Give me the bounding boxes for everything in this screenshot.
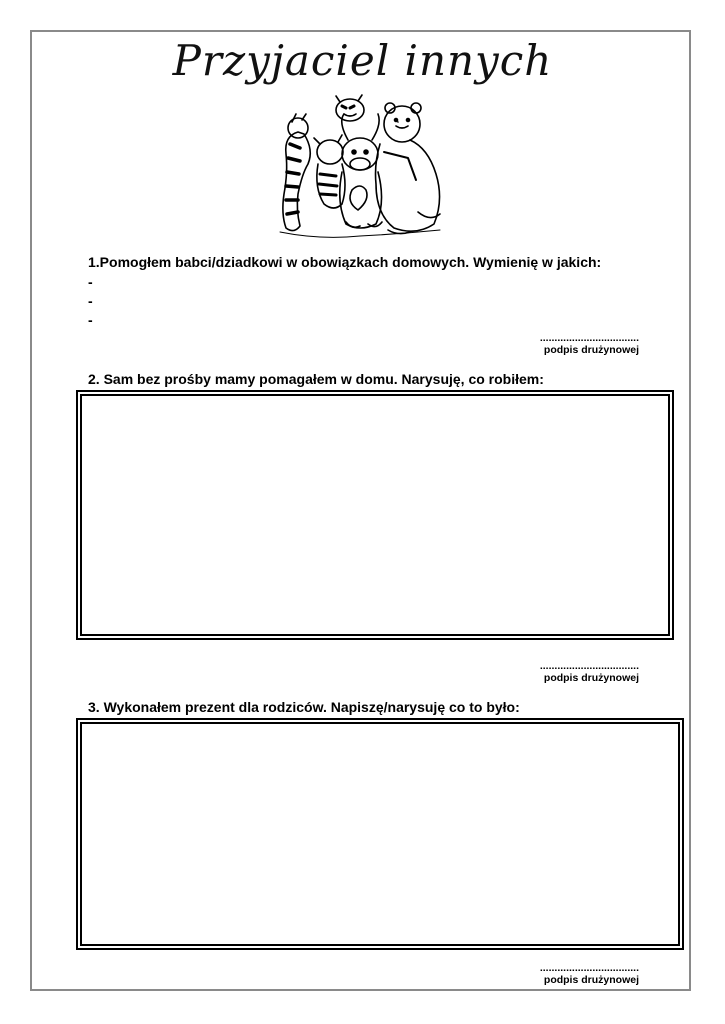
answer-line-2: - xyxy=(88,293,93,309)
drawing-box-3[interactable] xyxy=(76,718,684,950)
question-2-text: 2. Sam bez prośby mamy pomagałem w domu. Narysuję, co robiłem: xyxy=(88,371,544,387)
signature-block-2 xyxy=(540,660,639,684)
question-3-text: 3. Wykonałem prezent dla rodziców. Napiszę/narysuję co to było: xyxy=(88,699,520,715)
signature-label: podpis drużynowej xyxy=(543,672,639,684)
signature-dots: .................................. xyxy=(539,332,639,344)
drawing-box-2[interactable] xyxy=(76,390,674,640)
signature-label: podpis drużynowej xyxy=(543,974,639,986)
page-title: Przyjaciel innych xyxy=(172,36,553,85)
signature-block-1 xyxy=(540,332,639,356)
signature-block-3 xyxy=(540,962,639,986)
pooh-friends-illustration xyxy=(268,92,458,242)
answer-line-3: - xyxy=(88,312,93,328)
answer-line-1: - xyxy=(88,274,93,290)
signature-dots: .................................. xyxy=(539,660,639,672)
signature-label: podpis drużynowej xyxy=(543,344,639,356)
question-1-text: 1.Pomogłem babci/dziadkowi w obowiązkach domowych. Wymienię w jakich: xyxy=(88,254,602,270)
signature-dots: .................................. xyxy=(539,962,639,974)
